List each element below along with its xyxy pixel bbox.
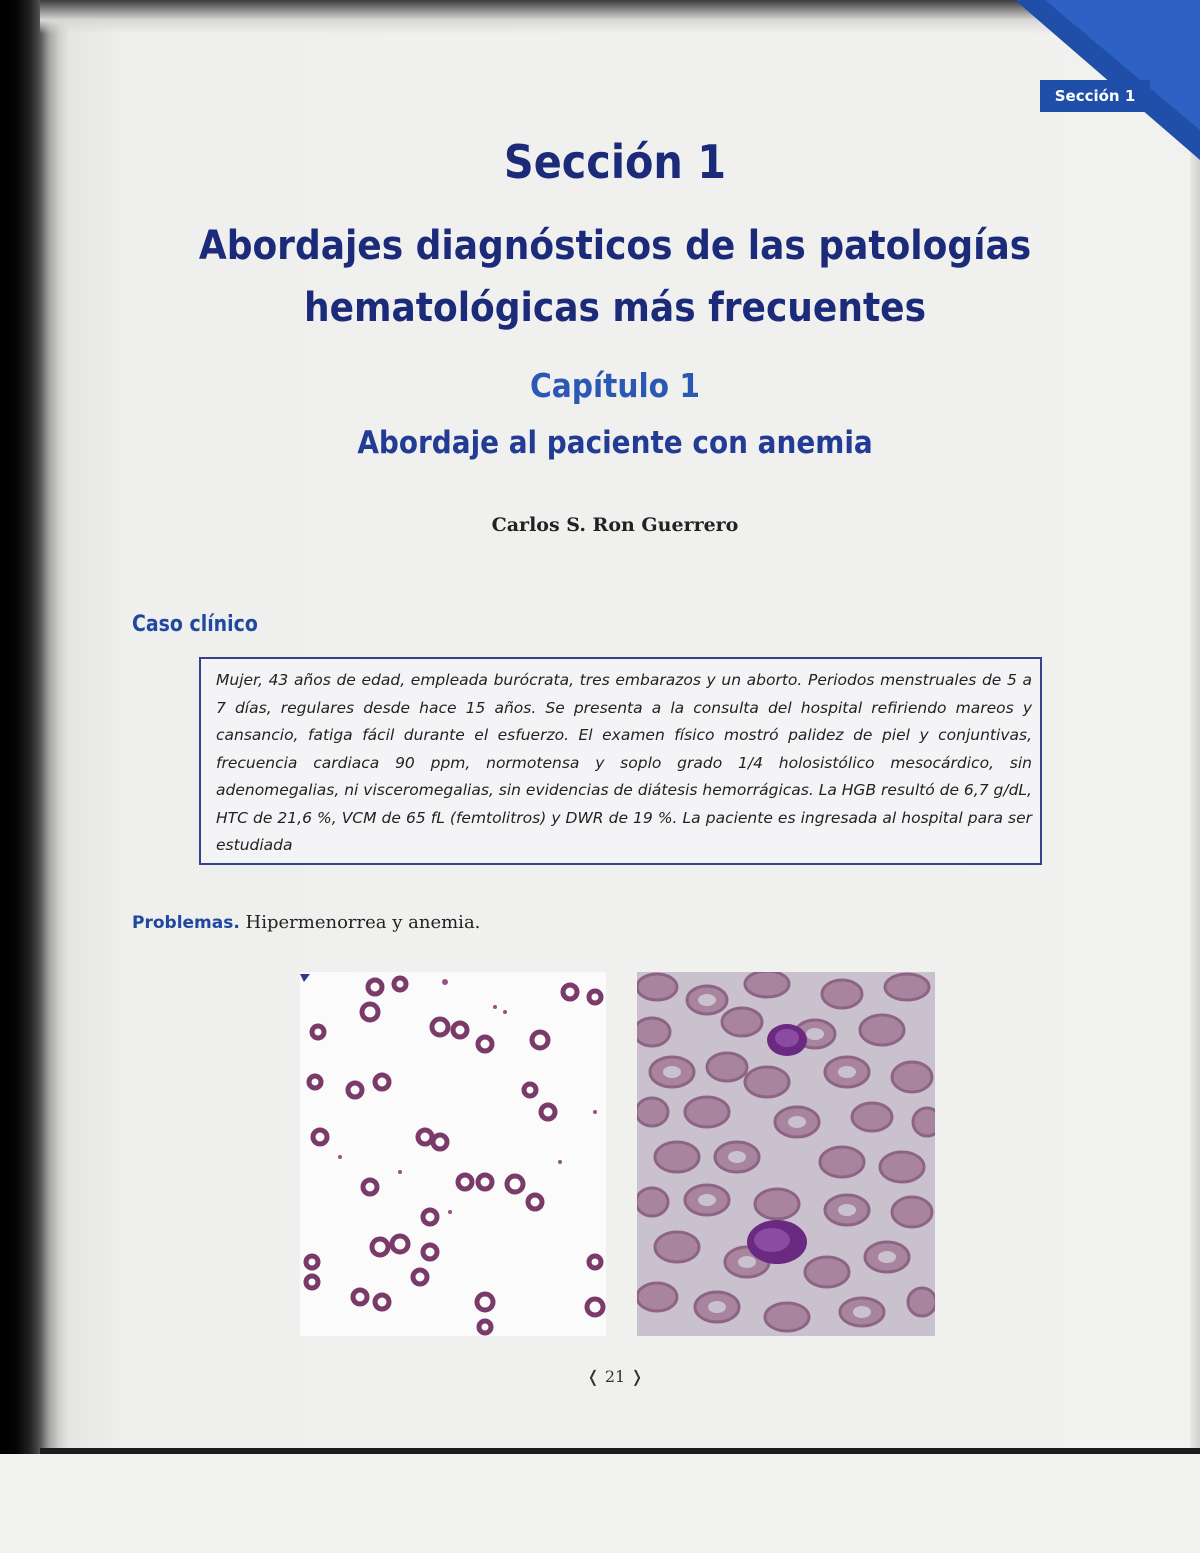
main-title bbox=[120, 215, 1110, 339]
page-number-value: 21 bbox=[604, 1367, 626, 1386]
problems-line bbox=[132, 912, 480, 933]
problems-text: Hipermenorrea y anemia. bbox=[245, 912, 481, 933]
page-right-edge bbox=[1190, 0, 1200, 1454]
page-number-right-bracket: ❭ bbox=[625, 1367, 644, 1386]
chapter-label: Capítulo 1 bbox=[529, 366, 701, 405]
blood-smear-microcytic-icon bbox=[300, 972, 606, 1336]
scan-background bbox=[0, 1454, 1200, 1553]
main-title-line-1: Abordajes diagnósticos de las patologías bbox=[198, 223, 1032, 269]
case-heading: Caso clínico bbox=[132, 612, 258, 637]
author-name: Carlos S. Ron Guerrero bbox=[491, 514, 739, 536]
main-title-line-2: hematológicas más frecuentes bbox=[303, 285, 926, 331]
case-box bbox=[199, 657, 1042, 865]
page-number-left-bracket: ❬ bbox=[586, 1367, 605, 1386]
corner-tab-label: Sección 1 bbox=[1040, 80, 1150, 112]
section-title: Sección 1 bbox=[503, 135, 727, 189]
blood-smear-hypochromic-icon bbox=[637, 972, 935, 1336]
page-number bbox=[560, 1367, 670, 1386]
binding-shadow bbox=[0, 0, 60, 1460]
chapter-title: Abordaje al paciente con anemia bbox=[357, 425, 873, 461]
problems-label: Problemas. bbox=[132, 913, 240, 933]
case-text: Mujer, 43 años de edad, empleada burócrata, tres embarazos y un aborto. Periodos menstruales de 5 a 7 días, regulares desde hace 15 años. Se presenta a la consulta del hospital refiriendo mareos y cansancio, fatiga fácil durante el esfuerzo. El examen físico mostró palidez de piel y conjuntivas, frecuencia cardiaca 90 ppm, normotensa y soplo grado 1/4 holosistólico mesocárdico, sin adenomegalias, ni visceromegalias, sin evidencias de diátesis hemorrágicas. La HGB resultó de 6,7 g/dL, HTC de 21,6 %, VCM de 65 fL (femtolitros) y DWR de 19 %. La paciente es ingresada al hospital para ser estudiada bbox=[216, 671, 1032, 854]
